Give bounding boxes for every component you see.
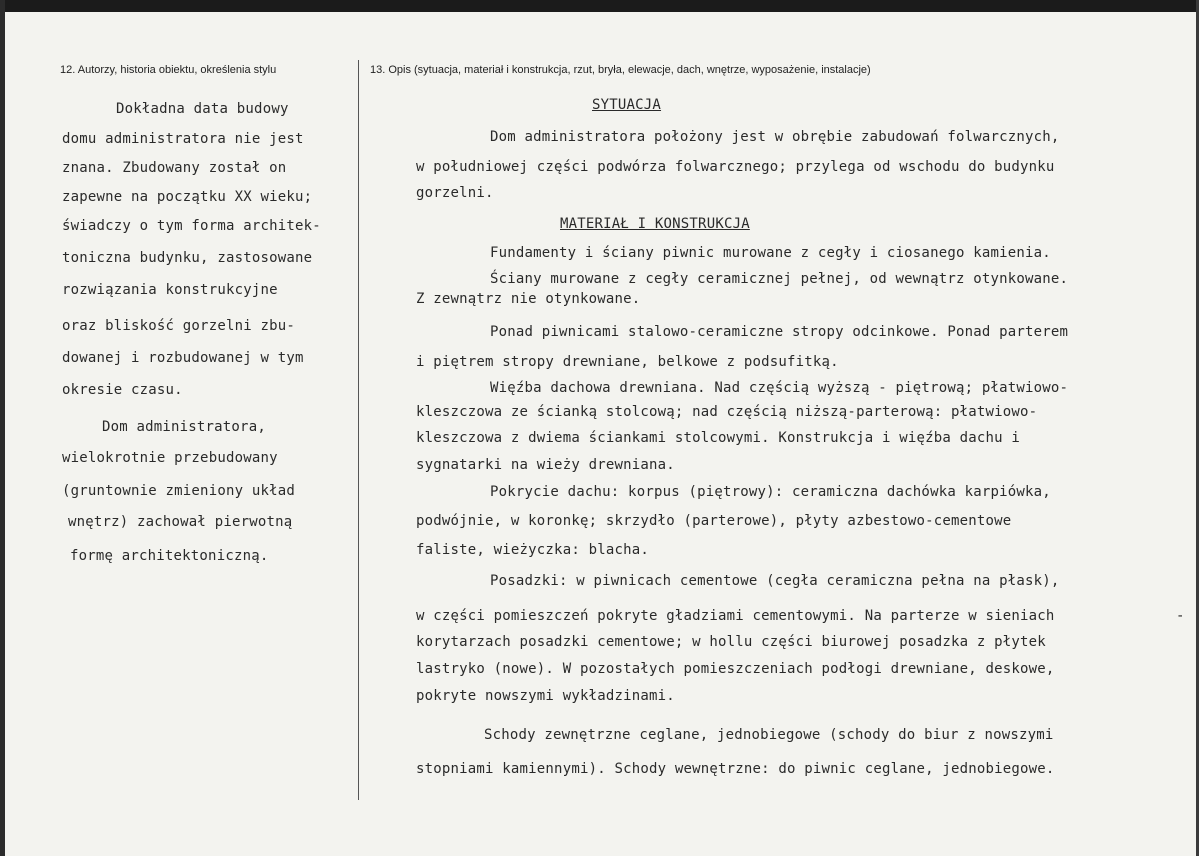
left-text-line: znana. Zbudowany został on — [62, 160, 287, 176]
left-text-line: Dokładna data budowy — [116, 101, 289, 117]
left-text-line: świadczy o tym forma architek- — [62, 218, 321, 234]
right-text-line: Ściany murowane z cegły ceramicznej pełnej, od wewnątrz otynkowane. — [490, 271, 1069, 287]
right-text-line: kleszczowa ze ścianką stolcową; nad częścią niższą-parterową: płatwiowo- — [416, 404, 1038, 420]
right-text-line: Posadzki: w piwnicach cementowe (cegła ceramiczna pełna na płask), — [490, 573, 1060, 589]
right-text-line: korytarzach posadzki cementowe; w hollu części biurowej posadzka z płytek — [416, 634, 1046, 650]
right-text-line: Więźba dachowa drewniana. Nad częścią wyższą - piętrową; płatwiowo- — [490, 380, 1069, 396]
left-text-line: toniczna budynku, zastosowane — [62, 250, 313, 266]
right-text-line: Ponad piwnicami stalowo-ceramiczne stropy odcinkowe. Ponad parterem — [490, 324, 1069, 340]
right-text-line: i piętrem stropy drewniane, belkowe z podsufitką. — [416, 354, 839, 370]
scan-border-top — [0, 0, 1199, 12]
left-text-line: (gruntownie zmieniony układ — [62, 483, 295, 499]
right-column-header: 13. Opis (sytuacja, materiał i konstrukcja, rzut, bryła, elewacje, dach, wnętrze, wyposażenie, instalacje) — [370, 64, 871, 76]
right-text-line: kleszczowa z dwiema ściankami stolcowymi. Konstrukcja i więźba dachu i — [416, 430, 1021, 446]
column-divider — [358, 60, 359, 800]
right-text-line: Pokrycie dachu: korpus (piętrowy): ceramiczna dachówka karpiówka, — [490, 484, 1051, 500]
right-text-line: gorzelni. — [416, 185, 494, 201]
left-text-line: wielokrotnie przebudowany — [62, 450, 278, 466]
right-text-line: sygnatarki na wieży drewniana. — [416, 457, 675, 473]
left-text-line: oraz bliskość gorzelni zbu- — [62, 318, 295, 334]
right-text-line: faliste, wieżyczka: blacha. — [416, 542, 649, 558]
right-text-line: Fundamenty i ściany piwnic murowane z cegły i ciosanego kamienia. — [490, 245, 1051, 261]
right-text-line: stopniami kamiennymi). Schody wewnętrzne: do piwnic ceglane, jednobiegowe. — [416, 761, 1055, 777]
right-text-line: Dom administratora położony jest w obrębie zabudowań folwarcznych, — [490, 129, 1060, 145]
section-title-sytuacja: SYTUACJA — [592, 97, 662, 113]
left-column-header: 12. Autorzy, historia obiektu, określenia stylu — [60, 64, 277, 76]
right-text-line: Schody zewnętrzne ceglane, jednobiegowe (schody do biur z nowszymi — [484, 727, 1054, 743]
right-text-line: lastryko (nowe). W pozostałych pomieszczeniach podłogi drewniane, deskowe, — [416, 661, 1055, 677]
right-text-line: Z zewnątrz nie otynkowane. — [416, 291, 641, 307]
left-text-line: dowanej i rozbudowanej w tym — [62, 350, 304, 366]
left-text-line: okresie czasu. — [62, 382, 183, 398]
margin-dash: - — [1176, 608, 1185, 624]
left-text-line: rozwiązania konstrukcyjne — [62, 282, 278, 298]
left-text-line: wnętrz) zachował pierwotną — [68, 514, 293, 530]
left-text-line: zapewne na początku XX wieku; — [62, 189, 313, 205]
right-text-line: w części pomieszczeń pokryte gładziami cementowymi. Na parterze w sieniach — [416, 608, 1055, 624]
left-text-line: formę architektoniczną. — [70, 548, 269, 564]
left-text-line: domu administratora nie jest — [62, 131, 304, 147]
right-text-line: w południowej części podwórza folwarcznego; przylega od wschodu do budynku — [416, 159, 1055, 175]
left-text-line: Dom administratora, — [102, 419, 266, 435]
right-text-line: podwójnie, w koronkę; skrzydło (parterowe), płyty azbestowo-cementowe — [416, 513, 1012, 529]
section-title-material: MATERIAŁ I KONSTRUKCJA — [560, 216, 750, 232]
right-text-line: pokryte nowszymi wykładzinami. — [416, 688, 675, 704]
scan-border-left — [0, 0, 5, 856]
